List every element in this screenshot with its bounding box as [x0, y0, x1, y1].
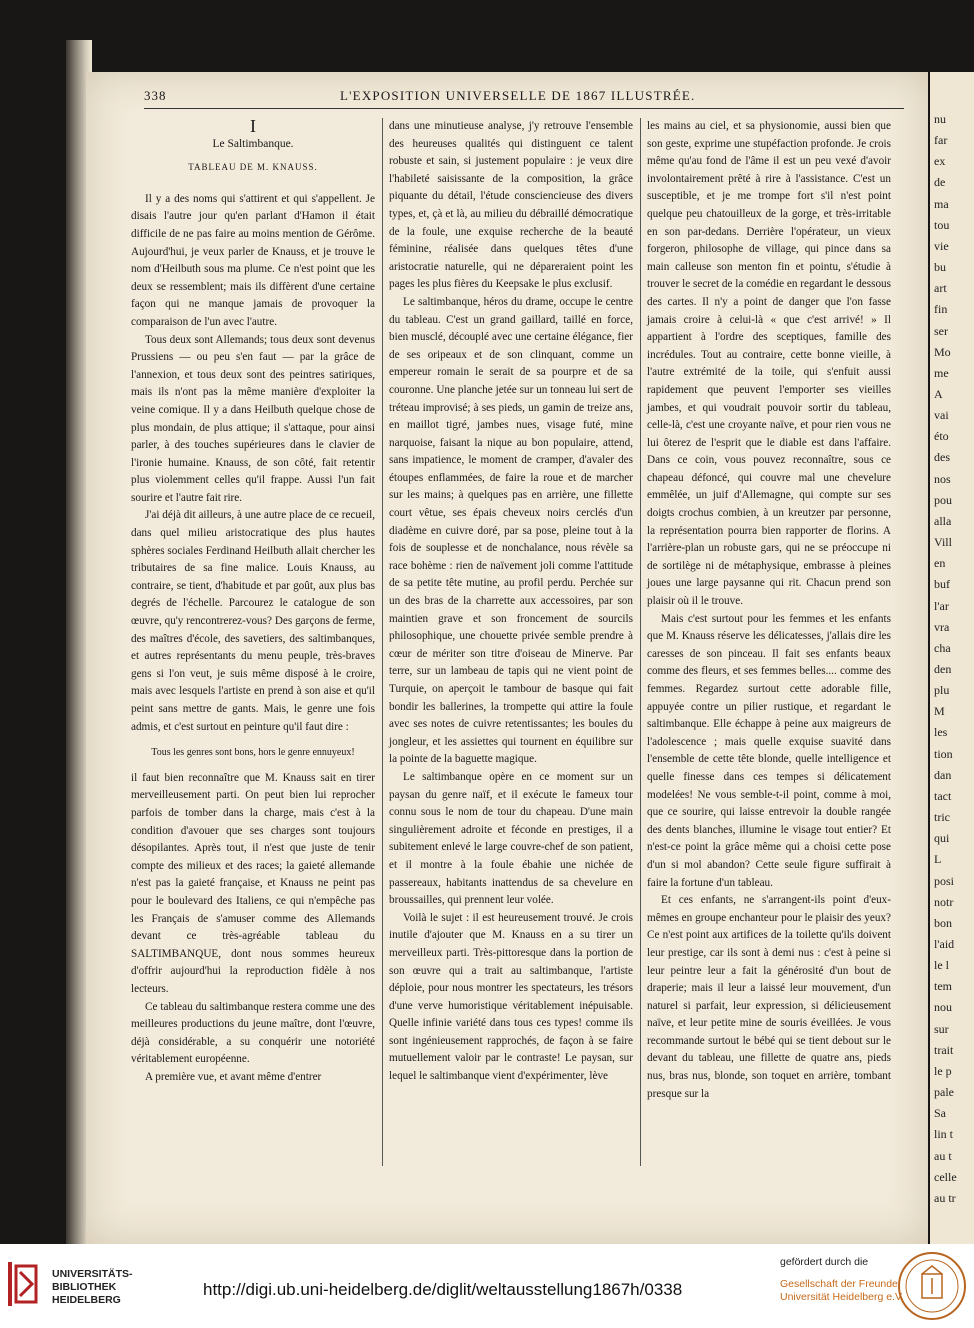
paragraph: les mains au ciel, et sa physionomie, aussi bien que son geste, exprime une stupéfaction profonde. Je crois même qu'au fond de l'âme il est un peu vexé d'avoir involontairement prêté à rire à l'assistance. C'est un susceptible, et je me trompe fort s'il n'est point quelque peu chatouilleux de la gorge, et très-irritable en son par-dedans. Derrière l'opérateur, un vieux forgeron, philosophe de village, qui pince dans sa main calleuse son menton fin et pointu, s'étudie à trouver le secret de la comédie en regardant le dessous des cartes. Il n'y a point de danger que l'on fasse jamais croire à celui-là « que c'est arrivé! » Il appartient à l'ordre des sceptiques, famille des incrédules. Tout au contraire, cette bonne vieille, à l'autre extrémité de la toile, qui s'enfuit aussi rapidement que peuvent l'emporter ses vieilles jambes, et qui voudrait pouvoir sortir du tableau, celle-là, c'est une croyante naïve, et pour rien vous ne lui ôterez de l'esprit que le diable est dans l'affaire. Dans ce coin, vous pouvez reconnaître, sous ce chapeau défoncé, qui couvre mal une chevelure emmêlée, un juif d'Allemagne, qui compte sur ses doigts crochus combien, à un kreutzer par personne, la représentation pourra bien rapporter de florins. A l'arrière-plan un robuste gars, qui ne se préoccupe ni de sortilège ni de métaphysique, embrasse à pleines joues une large paysanne qui rit. Chacun prend son plaisir où il le trouve.: [647, 120, 891, 608]
text-column-3: [647, 118, 891, 1103]
adjacent-page-fragment: éto: [934, 429, 949, 444]
adjacent-page-fragment: trait: [934, 1042, 954, 1057]
running-title: L'EXPOSITION UNIVERSELLE DE 1867 ILLUSTRÉE.: [340, 88, 696, 103]
adjacent-page-fragment: cha: [934, 640, 951, 655]
library-name[interactable]: UNIVERSITÄTS- BIBLIOTHEK HEIDELBERG: [52, 1268, 133, 1306]
text-column-1: [131, 118, 375, 1086]
adjacent-page-fragment: lin t: [934, 1127, 954, 1142]
adjacent-page-fragment: tou: [934, 217, 950, 232]
sponsor-name[interactable]: Gesellschaft der Freunde Universität Heidelberg e.V.: [780, 1278, 904, 1303]
adjacent-page-fragment: tion: [934, 746, 953, 761]
paragraph: Le saltimbanque opère en ce moment sur un paysan du genre naïf, et il exécute le fameux tour connu sous le nom de tour du chapeau. D'une main singulièrement adroite et féconde en prestiges, il a subitement enlevé le large couvre-chef de son patient, et il montre à la foule ébahie une nichée de passereaux, habitants inattendus de sa chevelure en broussailles, qui prennent leur volée.: [389, 770, 633, 907]
adjacent-page-fragment: dan: [934, 767, 952, 782]
adjacent-page-fragment: M: [934, 704, 945, 719]
paragraph: Et ces enfants, ne s'arrangent-ils point d'eux-mêmes en groupe enchanteur pour le plaisir des yeux? Ce n'est point aux artifices de la toilette qu'ils doivent leur prestige, car ils sont à demi nus : c'est à peine si leur peintre leur a fait la générosité d'un bout de draperie; mais il leur a laissé leur mouvement, d'un naturel si parfait, leur expression, si délicieusement naïve, et leur petite mine de souris éveillées. Je vous recommande surtout le bébé qui se tient debout sur le devant du tableau, une fillette de quatre ans, pieds nus, bras nus, blonde, son toquet en arrière, tombant presque sur la: [647, 894, 891, 1100]
university-seal-icon: [896, 1250, 968, 1322]
adjacent-page-fragment: L: [934, 852, 942, 867]
library-logo-icon[interactable]: [8, 1262, 38, 1306]
article-title: Le Saltimbanque.: [212, 137, 294, 150]
adjacent-page-fragment: nou: [934, 1000, 952, 1015]
adjacent-page-fragment: le p: [934, 1063, 952, 1078]
permalink-url[interactable]: http://digi.ub.uni-heidelberg.de/diglit/weltausstellung1867h/0338: [203, 1280, 683, 1299]
adjacent-page-fragment: Mo: [934, 344, 951, 359]
adjacent-page-fragment: sur: [934, 1021, 949, 1036]
adjacent-page-fragment: A: [934, 387, 943, 401]
adjacent-page-fragment: vie: [934, 238, 949, 253]
adjacent-page-fragment: fin: [934, 302, 948, 317]
adjacent-page-fragment: bu: [934, 260, 946, 275]
quotation: Tous les genres sont bons, hors le genre ennuyeux!: [151, 747, 355, 759]
adjacent-page-fragment: au tr: [934, 1190, 956, 1205]
column-divider: [382, 118, 383, 1166]
adjacent-page-fragment: vai: [934, 408, 949, 423]
adjacent-page-fragment: notr: [934, 894, 954, 909]
adjacent-page-fragment: de: [934, 175, 946, 190]
adjacent-page-fragment: au t: [934, 1148, 952, 1163]
paragraph: A première vue, et avant même d'entrer: [145, 1070, 322, 1083]
column-divider: [640, 118, 641, 1166]
adjacent-page-fragment: le l: [934, 958, 949, 973]
adjacent-page-fragment: bon: [934, 915, 952, 930]
adjacent-page-fragment: nos: [934, 471, 951, 486]
adjacent-page-fragment: celle: [934, 1169, 957, 1184]
adjacent-page-fragment: nu: [934, 112, 946, 126]
adjacent-page-fragment: art: [934, 281, 947, 296]
adjacent-page-fragment: plu: [934, 683, 950, 698]
adjacent-page-fragment: l'aid: [934, 937, 955, 951]
page-header: [144, 88, 904, 110]
adjacent-page-fragment: buf: [934, 577, 950, 592]
adjacent-page-fragment: me: [934, 365, 949, 380]
adjacent-page-edge: [930, 72, 974, 1244]
adjacent-page-fragment: ex: [934, 154, 946, 169]
adjacent-page-fragment: l'ar: [934, 598, 949, 613]
adjacent-page-fragment: pale: [934, 1085, 954, 1100]
paragraph: il faut bien reconnaître que M. Knauss sait en tirer merveilleusement parti. On peut bien lui reprocher parfois de tomber dans la charge, mais c'est à la condition d'avouer que ses charges sont toujours désopilantes. Après tout, il n'est que juste de tenir compte des milieux et des races; la gaieté allemande n'est pas la gaieté française, et Knauss ne peint pas pour le boulevard des Italiens, ce qui n'empêche pas les Français de s'amuser comme des Allemands devant ce très-agréable tableau du SALTIMBANQUE, dont nous sommes heureux d'offrir aujourd'hui la reproduction fidèle à nos lecteurs.: [131, 771, 375, 995]
header-rule: [144, 108, 904, 109]
paragraph: J'ai déjà dit ailleurs, à une autre place de ce recueil, dans quel milieu aristocratique des plus hautes sphères sociales Ferdinand Heilbuth allait chercher les tributaires de sa fine malice. Louis Knauss, au contraire, se tient, d'habitude et par goût, aux plus bas degrés de l'échelle. Parcourez le catalogue de son œuvre, qu'y rencontrerez-vous? Des garçons de ferme, des maîtres d'école, des savetiers, des saltimbanques, et autres représentants du menu peuple, très-braves gens si l'on veut, je suis même disposé à le croire, mais avec lesquels l'artiste en prend à son aise et qu'il peint sans mettre de gants. Mais, le genre une fois admis, et c'est surtout en peinture qu'il faut dire :: [131, 509, 375, 733]
adjacent-page-fragment: tem: [934, 979, 952, 994]
adjacent-page-fragment: tric: [934, 810, 950, 825]
adjacent-page-fragment: ser: [934, 323, 948, 338]
page-number: 338: [144, 88, 167, 103]
paragraph: dans une minutieuse analyse, j'y retrouve l'ensemble des heureuses qualités qui distinguent ce talent robuste et sain, si justement populaire : je veux dire l'habileté saisissante de la composition, la grâce piquante du détail, l'étude consciencieuse des divers types, et, çà et là, au milieu du débraillé démocratique de la foule, une exquise recherche de la beauté féminine, réalisée dans quelques têtes d'une aristocratie naturelle, qui ne dépareraient point les pages les plus fières du Keepsake le plus exclusif.: [389, 120, 633, 291]
section-numeral: I: [250, 116, 256, 136]
text-column-2: [389, 118, 633, 1086]
paragraph: Ce tableau du saltimbanque restera comme une des meilleures productions du jeune maître, dont l'œuvre, déjà considérable, a su conquérir une notoriété véritablement européenne.: [131, 1000, 375, 1066]
adjacent-page-fragment: des: [934, 450, 950, 465]
paragraph: Tous deux sont Allemands; tous deux sont devenus Prussiens — ou peu s'en faut — par la grâce de l'annexion, et tous deux sont des peintres satiriques, mais ils n'ont pas la même manière d'exploiter la veine comique. Il y a dans Heilbuth quelque chose de plus mondain, de plus attique; il s'attaque, pour ainsi parler, à des touches supérieures dans le clavier de l'ironie humaine. Knauss, de son côté, fait retentir plus violemment celles qu'il frappe. Aussi l'un fait sourire et l'autre fait rire.: [131, 333, 375, 504]
adjacent-page-fragment: Vill: [934, 535, 952, 550]
adjacent-page-fragment: alla: [934, 513, 952, 528]
paragraph: Mais c'est surtout pour les femmes et les enfants que M. Knauss réserve les délicatesses, j'allais dire les caresses de son pinceau. Il fait ses enfants beaux comme des fleurs, et ses femmes belles.... comme des femmes. Regardez surtout cette adorable fille, appuyée contre un pilier rustique, et regardant le saltimbanque. Elle échappe à peine aux maigreurs de l'adolescence ; mais quelle exquise suavité dans l'ensemble de cette tête blonde, quelle intelligence et quelle finesse dans ces tempes si délicatement modelées! Ne vous semble-t-il point, comme à moi, que ce sourire, qui laisse entrevoir la double rangée des dents blanches, illumine le visage tout entier? Et n'est-ce point la grâce même qui a choisi cette pose d'un si mol abandon? Cette seule figure suffirait à faire la fortune d'un tableau.: [647, 612, 891, 889]
viewer-footer: [0, 1244, 974, 1328]
adjacent-page-fragment: ma: [934, 196, 949, 211]
adjacent-page-fragment: pou: [934, 492, 952, 507]
adjacent-page-fragment: far: [934, 133, 948, 148]
adjacent-page-fragment: vra: [934, 619, 950, 634]
adjacent-page-fragment: en: [934, 556, 946, 571]
adjacent-page-fragment: Sa: [934, 1106, 946, 1121]
paragraph: Le saltimbanque, héros du drame, occupe le centre du tableau. C'est un grand gaillard, taillé en force, bien musclé, découplé avec une certaine élégance, fier de ses oripeaux et de son clinquant, comme un empereur romain le serait de sa pourpre et de sa couronne. Une planche jetée sur un tonneau lui sert de tréteau improvisé; à ses pieds, un gamin de treize ans, en maillot tigré, jambes nues, visage futé, mine narquoise, faisant la nique au bon populaire, attend, sans impatience, le moment de cramper, d'avaler des étoupes enflammées, de faire la roue et de marcher sur les mains; à quelques pas en arrière, une fillette court vêtue, ses épais cheveux noirs cerclés d'un diadème en cuivre doré, par sa pose, pleine tout à la fois de souplesse et de nonchalance, nous révèle sa race bohème : rien de naïvement joli comme l'attitude de sa petite tête mutine, au profil perdu. Perchée sur un des bras de la charrette aux accessoires, par son maintien grave et son froncement de sourcils philosophique, une chouette privée semble prendre à cœur de mériter son titre d'oiseau de Minerve. Par terre, sur un lambeau de tapis qui ne vient point de Turquie, on aperçoit le tambour de basque qui fait bondir les ballerines, la trompette qui attire la foule avec ses notes de cuivre retentissantes; les boules du jongleur, et les assiettes qui tournent en équilibre sur la pointe de la baguette magique.: [389, 295, 633, 766]
paragraph: Il y a des noms qui s'attirent et qui s'appellent. Je disais l'autre jour qu'en parlant d'Hamon il était difficile de ne pas faire au moins mention de Gérôme. Aujourd'hui, je veux parler de Knauss, et je trouve le nom d'Heilbuth sous ma plume. Ce n'est point que les deux se ressemblent; mais ils diffèrent d'une certaine façon qui ne manque jamais de provoquer la comparaison de l'un avec l'autre.: [131, 192, 375, 328]
support-note: gefördert durch die: [780, 1256, 869, 1268]
adjacent-page-fragment: den: [934, 662, 952, 676]
adjacent-page-fragment: posi: [934, 873, 955, 888]
paragraph: Voilà le sujet : il est heureusement trouvé. Je crois inutile d'ajouter que M. Knauss en a su tirer un merveilleux parti. Très-pittoresque dans la portion de son œuvre qui a trait au saltimbanque, l'artiste déploie, pour nous montrer les spectateurs, les trésors d'une verve humoristique véritablement inépuisable. Quelle infinie variété dans tous ces types! comme ils sont ingénieusement rapprochés, de façon à se faire mutuellement valoir par le contraste! Le paysan, sur lequel le saltimbanque vient d'expérimenter, lève: [389, 911, 633, 1083]
article-subtitle: TABLEAU DE M. KNAUSS.: [188, 162, 318, 173]
adjacent-page-fragment: tact: [934, 788, 952, 803]
adjacent-page-fragment: les: [934, 725, 948, 740]
adjacent-page-fragment: qui: [934, 831, 950, 846]
